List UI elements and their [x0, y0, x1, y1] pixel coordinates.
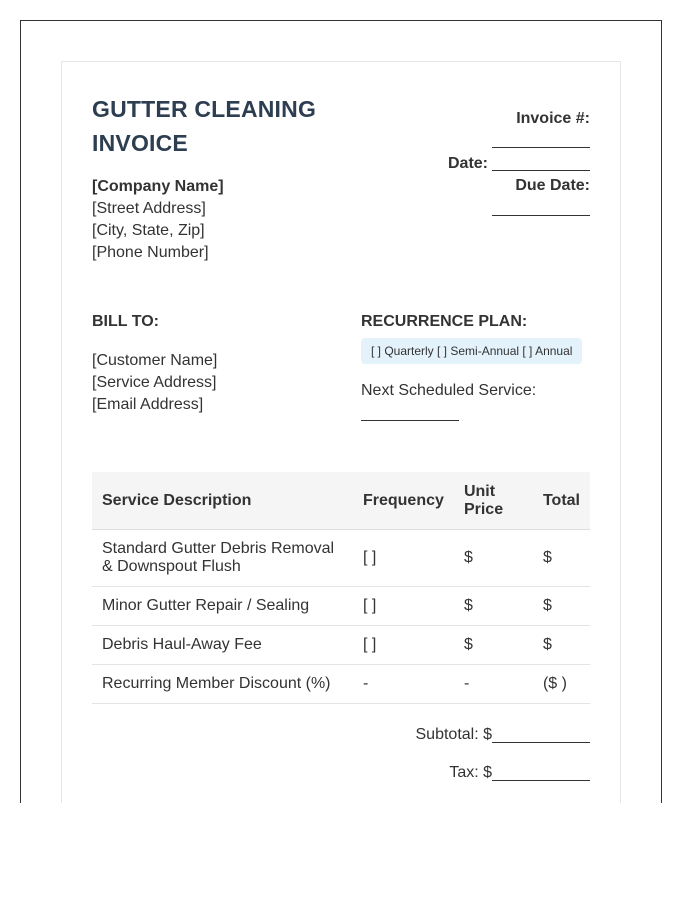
- invoice-number-line[interactable]: [492, 147, 590, 148]
- table-row: [92, 626, 590, 665]
- row-frequency: -: [353, 665, 454, 704]
- row-total: ($ ): [533, 665, 590, 704]
- row-description: Minor Gutter Repair / Sealing: [92, 587, 353, 626]
- service-address: [Service Address]: [92, 374, 217, 391]
- table-row: [92, 587, 590, 626]
- email-address: [Email Address]: [92, 396, 204, 413]
- header-description: Service Description: [92, 472, 353, 530]
- company-phone: [Phone Number]: [92, 244, 209, 261]
- due-date-line[interactable]: [492, 215, 590, 216]
- row-frequency[interactable]: [ ]: [353, 626, 454, 665]
- invoice-number-label: Invoice #:: [516, 110, 590, 127]
- bill-to-heading: BILL TO:: [92, 313, 159, 330]
- subtotal-label: Subtotal: $: [415, 726, 492, 743]
- company-name: [Company Name]: [92, 178, 224, 195]
- date-label: Date:: [448, 155, 489, 172]
- row-unit-price: $: [454, 626, 533, 665]
- row-description: Recurring Member Discount (%): [92, 665, 353, 704]
- next-service-label: Next Scheduled Service:: [361, 382, 537, 399]
- row-description: Standard Gutter Debris Removal & Downspout Flush: [92, 530, 353, 587]
- table-row: [92, 665, 590, 704]
- row-total: $: [533, 530, 590, 587]
- row-frequency[interactable]: [ ]: [353, 587, 454, 626]
- row-description: Debris Haul-Away Fee: [92, 626, 353, 665]
- row-total: $: [533, 587, 590, 626]
- due-date-label: Due Date:: [515, 177, 590, 194]
- bill-to-block: [92, 350, 217, 416]
- tax-label: Tax: $: [449, 764, 492, 781]
- subtotal-line[interactable]: [492, 742, 590, 743]
- row-frequency[interactable]: [ ]: [353, 530, 454, 587]
- next-service-line[interactable]: [361, 420, 459, 421]
- header-unit-price: Unit Price: [454, 472, 533, 530]
- row-unit-price: $: [454, 530, 533, 587]
- tax-line[interactable]: [492, 780, 590, 781]
- header-frequency: Frequency: [353, 472, 454, 530]
- services-table: [92, 472, 590, 704]
- recurrence-heading: RECURRENCE PLAN:: [361, 313, 528, 330]
- company-address-block: [92, 176, 224, 264]
- recurrence-options-badge[interactable]: [ ] Quarterly [ ] Semi-Annual [ ] Annual: [361, 338, 582, 364]
- table-row: [92, 530, 590, 587]
- row-total: $: [533, 626, 590, 665]
- date-line[interactable]: [492, 170, 590, 171]
- table-header-row: [92, 472, 590, 530]
- invoice-title: GUTTER CLEANING INVOICE: [92, 96, 317, 156]
- header-total: Total: [533, 472, 590, 530]
- company-street: [Street Address]: [92, 200, 206, 217]
- row-unit-price: $: [454, 587, 533, 626]
- company-city: [City, State, Zip]: [92, 222, 205, 239]
- row-unit-price: -: [454, 665, 533, 704]
- customer-name: [Customer Name]: [92, 352, 218, 369]
